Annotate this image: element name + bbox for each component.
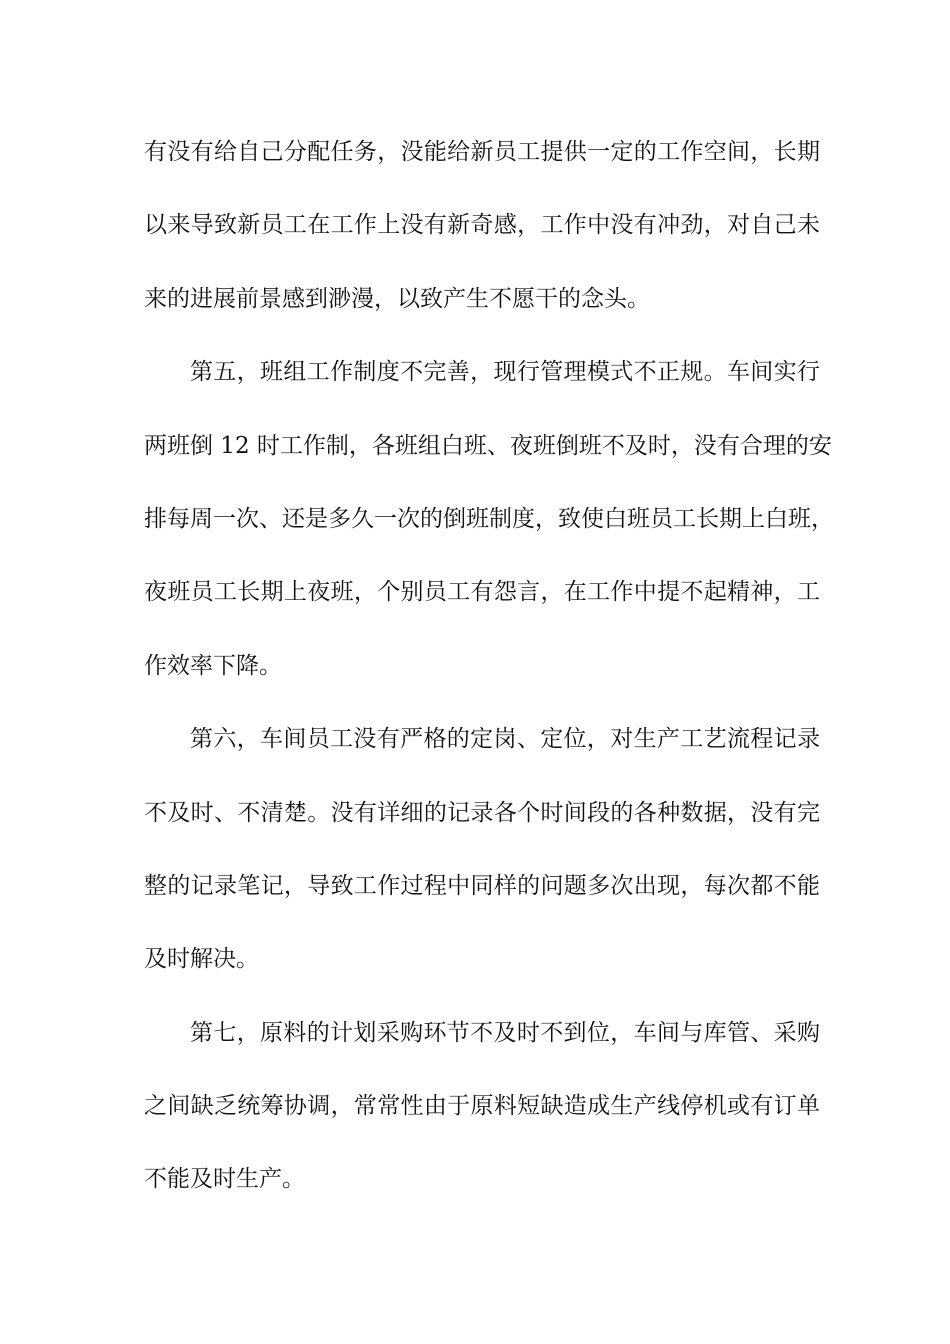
paragraph-first-line: 第七，原料的计划采购环节不及时不到位，车间与库管、采购 — [190, 1019, 820, 1046]
paragraph-first-line: 第六，车间员工没有严格的定岗、定位，对生产工艺流程记录 — [190, 726, 820, 753]
text-line: 及时解决。 — [144, 946, 259, 973]
text-line: 作效率下降。 — [144, 652, 282, 679]
text-line: 有没有给自己分配任务，没能给新员工提供一定的工作空间，长期 — [144, 139, 820, 165]
text-line: 之间缺乏统筹协调，常常性由于原料短缺造成生产线停机或有订单 — [144, 1093, 820, 1120]
text-line: 以来导致新员工在工作上没有新奇感，工作中没有冲劲，对自己未 — [144, 212, 820, 239]
text-line: 不及时、不清楚。没有详细的记录各个时间段的各种数据，没有完 — [144, 799, 820, 826]
text-line: 夜班员工长期上夜班，个别员工有怨言，在工作中提不起精神，工 — [144, 579, 820, 606]
text-line: 排每周一次、还是多久一次的倒班制度，致使白班员工长期上白班， — [144, 505, 834, 532]
paragraph-first-line: 第五，班组工作制度不完善，现行管理模式不正规。车间实行 — [190, 359, 820, 386]
text-line: 不能及时生产。 — [144, 1166, 305, 1193]
text-line: 整的记录笔记，导致工作过程中同样的问题多次出现，每次都不能 — [144, 872, 820, 899]
document-body — [144, 121, 834, 1222]
text-line: 两班倒 12 时工作制，各班组白班、夜班倒班不及时，没有合理的安 — [144, 432, 832, 459]
text-line: 来的进展前景感到渺漫，以致产生不愿干的念头。 — [144, 285, 650, 312]
